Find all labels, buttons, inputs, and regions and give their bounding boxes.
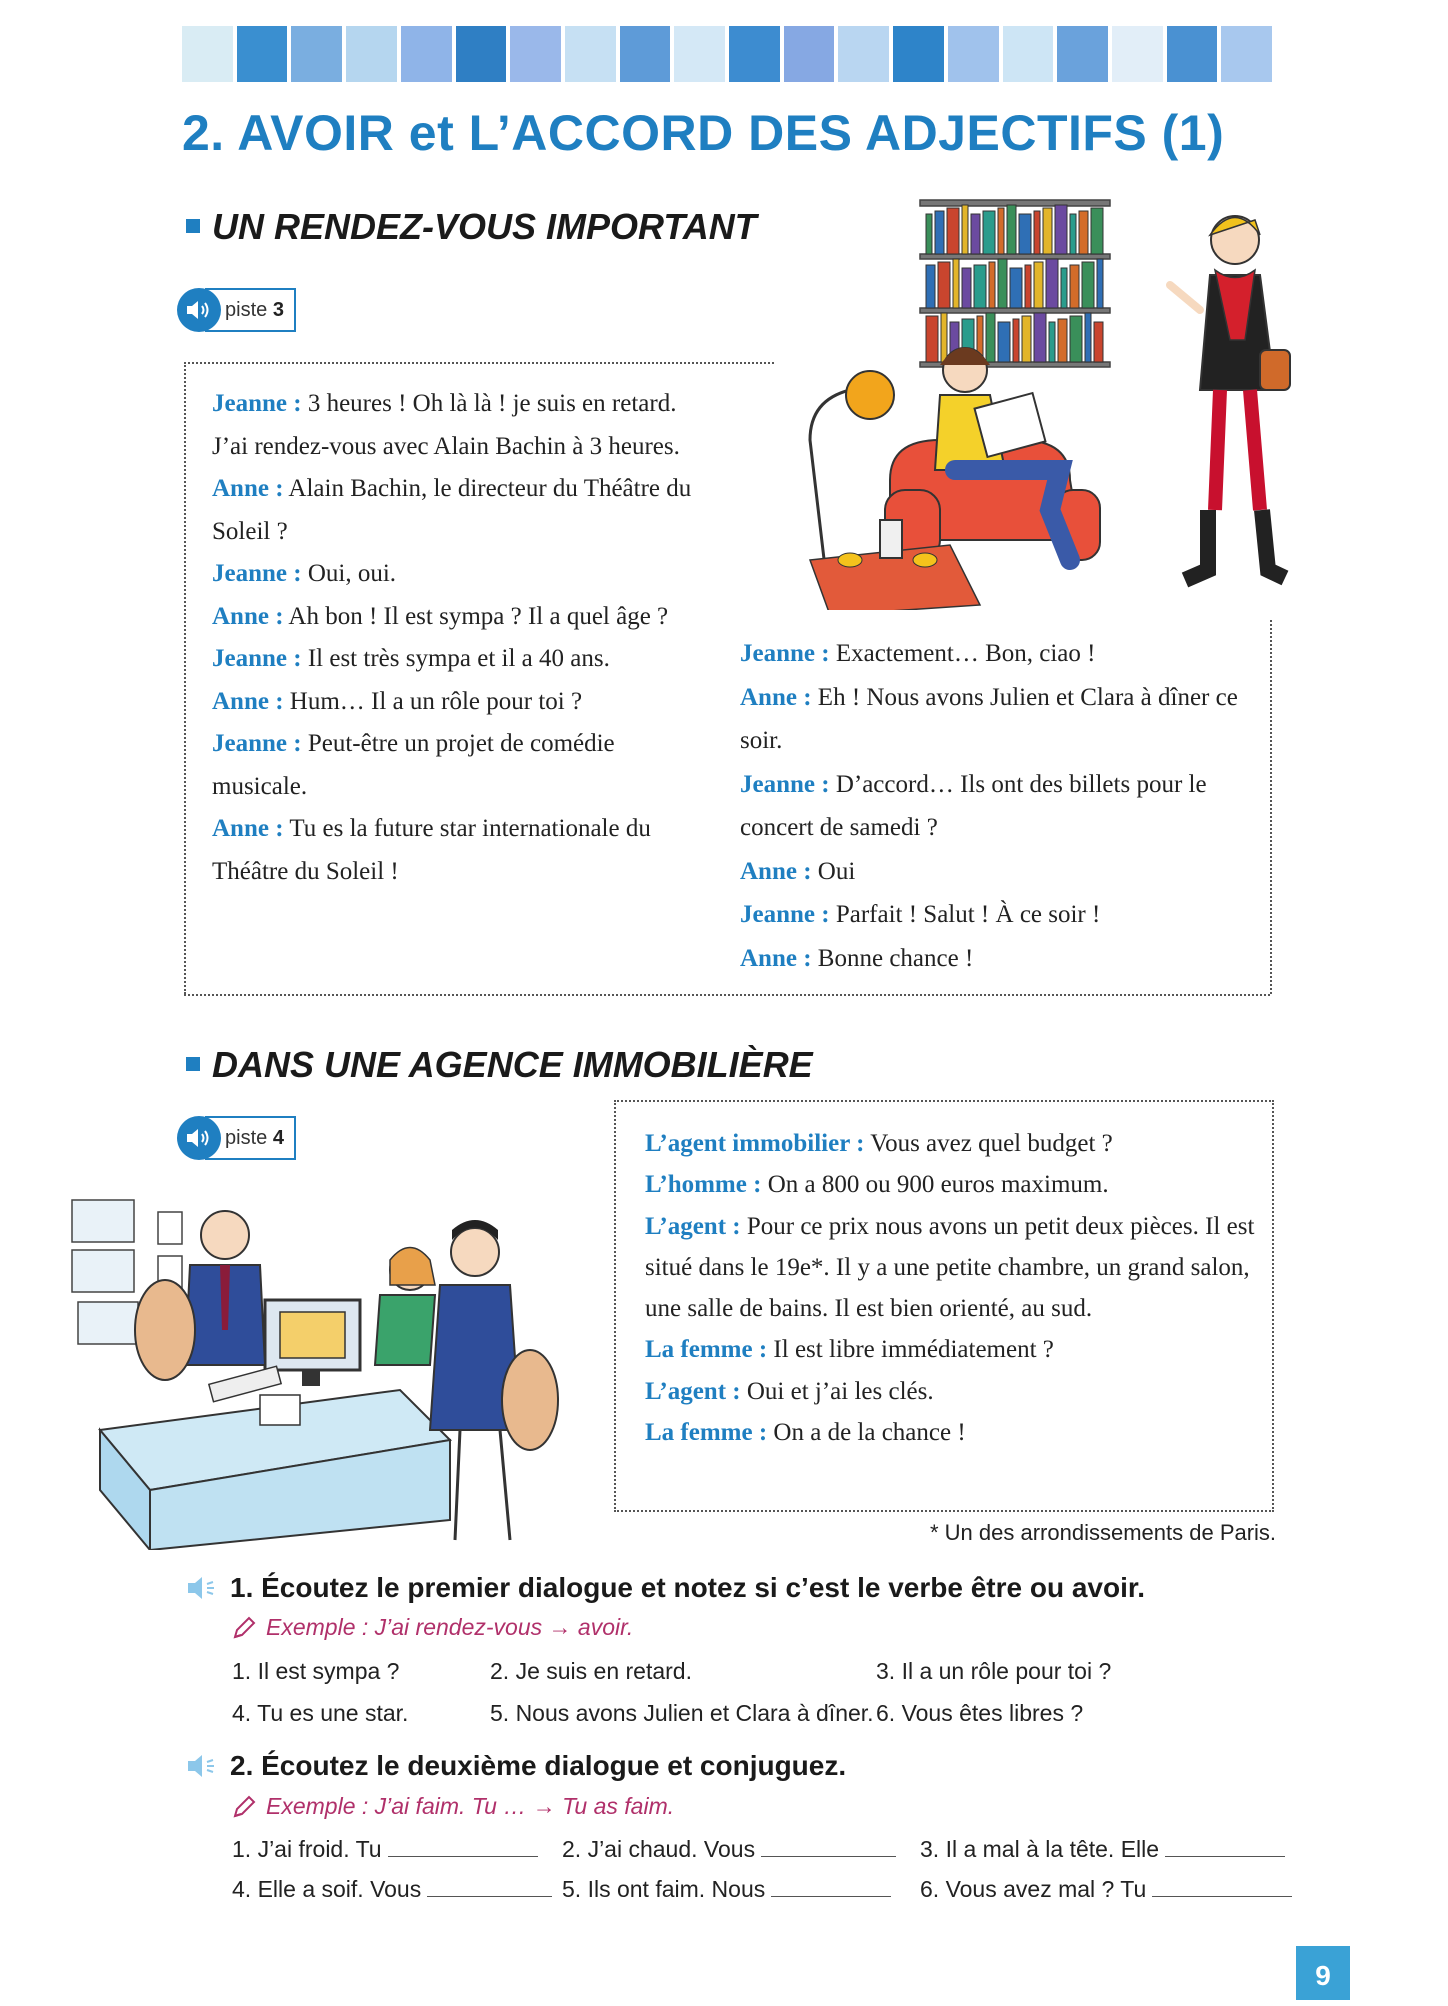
dialogue-line [740,850,1260,894]
exercise-2-item [232,1876,552,1903]
dialogue-text: Parfait ! Salut ! À ce soir ! [829,901,1101,928]
dialogue-text: Eh ! Nous avons Julien et Clara à dîner ce soir. [740,683,1238,754]
dialogue-line [645,1412,1255,1453]
book-spine [1049,322,1055,362]
color-square [1003,26,1054,82]
book-spine [926,265,935,308]
color-square [401,26,452,82]
exercise-2-item [562,1876,891,1903]
book-spine [1019,214,1031,254]
book-spine [926,214,932,254]
exercise-2-item-text: 2. J’ai chaud. Vous [562,1836,756,1862]
dialogue-text: On a 800 ou 900 euros maximum. [761,1171,1109,1199]
book-spine [1007,205,1016,254]
pencil-icon [232,1795,256,1819]
dialogue-text: Il est libre immédiatement ? [767,1336,1054,1364]
book-spine [1070,316,1082,362]
exercise-1-heading [186,1572,1145,1604]
exercise-2-item [562,1836,896,1863]
book-spine [971,214,980,254]
dialogue-line [740,632,1260,676]
dialogue-text: D’accord… Ils ont des billets pour le concert de samedi ? [740,770,1207,841]
audio-track-4[interactable] [177,1116,296,1160]
exercise-2-item-text: 6. Vous avez mal ? Tu [920,1876,1147,1902]
speaker-name: Anne : [212,602,284,630]
book-spine [974,265,986,308]
book-spine [998,259,1007,308]
answer-blank[interactable] [427,1878,552,1897]
dialogue-text: Oui, oui. [301,560,397,587]
color-square [1057,26,1108,82]
dialogue-line [740,763,1260,850]
dialogue-text: Tu es la future star internationale du Théâtre du Soleil ! [212,815,651,885]
speaker-name: Jeanne : [212,390,302,417]
color-square [565,26,616,82]
color-square [456,26,507,82]
speaker-name: La femme : [645,1336,768,1364]
dialogue-text: Oui [811,857,856,885]
book-spine [998,208,1004,254]
track-label-text: piste [225,1127,268,1149]
book-spine [1070,214,1076,254]
dialogue-text: Bonne chance ! [811,944,974,972]
color-square [948,26,999,82]
exercise-2-item-text: 4. Elle a soif. Vous [232,1876,422,1902]
dialogue-line [740,893,1260,937]
speaker-icon [186,1753,222,1779]
dialogue-text: 3 heures ! Oh là là ! je suis en retard. J’ai rendez-vous avec Alain Bachin à 3 heures. [212,390,680,460]
dialogue-text: Exactement… Bon, ciao ! [829,640,1096,667]
color-square [291,26,342,82]
dialogue-line [645,1329,1255,1370]
book-spine [962,268,971,308]
exercise-1-item: 3. Il a un rôle pour toi ? [876,1658,1112,1684]
illustration-real-estate-agency [70,1190,590,1550]
dialogue-line [645,1206,1255,1330]
exercise-2-heading [186,1750,846,1782]
color-square [1167,26,1218,82]
book-spine [983,211,995,254]
dialogue-text: On a de la chance ! [767,1419,966,1447]
book-spine [1097,259,1103,308]
answer-blank[interactable] [761,1838,896,1857]
dialogue-text: Vous avez quel budget ? [864,1130,1113,1157]
dialogue-text: Pour ce prix nous avons un petit deux pièces. Il est situé dans le 19e*. Il y a une petite chambre, un grand salon, une salle de bains. Il est bien orienté, au sud. [645,1212,1255,1323]
book-spine [1070,265,1079,308]
color-square [674,26,725,82]
speaker-name: Anne : [740,857,812,885]
color-square [729,26,780,82]
dialogue-text: Ah bon ! Il est sympa ? Il a quel âge ? [283,602,669,630]
top-color-bar [182,26,1272,82]
speaker-name: L’agent immobilier : [645,1130,865,1157]
book-spine [926,316,938,362]
speaker-name: L’homme : [645,1171,762,1199]
exercise-1-item: 1. Il est sympa ? [232,1658,400,1684]
dialogue-text: Oui et j’ai les clés. [740,1377,934,1405]
speaker-icon [177,288,221,332]
speaker-name: Jeanne : [740,640,830,667]
dialogue-1-column-2 [740,632,1260,980]
color-square [237,26,288,82]
exercise-1-item: 4. Tu es une star. [232,1700,409,1726]
dialogue-line [212,638,712,681]
speaker-name: Jeanne : [740,770,830,798]
book-spine [1079,211,1088,254]
dialogue-line [212,681,712,724]
speaker-name: Anne : [740,944,812,972]
track-number: 3 [272,299,284,321]
book-spine [989,262,995,308]
exercise-2-example-text: Exemple : J’ai faim. Tu … → Tu as faim. [266,1793,675,1819]
speaker-name: Anne : [740,683,812,711]
exercise-2-example [232,1793,674,1820]
speaker-name: L’agent : [645,1377,741,1405]
book-spine [1025,265,1031,308]
track-number: 4 [272,1127,284,1149]
speaker-icon [177,1116,221,1160]
book-spine [1046,259,1058,308]
section-heading-agence [186,1044,813,1086]
heading-bullet [186,1057,200,1071]
speaker-name: Jeanne : [740,901,830,928]
exercise-2-item [920,1876,1292,1903]
dialogue-line [645,1164,1255,1205]
dialogue-line [212,596,712,639]
track-label-text: piste [225,299,268,321]
speaker-name: L’agent : [645,1212,741,1240]
book-spine [998,322,1010,362]
section-heading-text: UN RENDEZ-VOUS IMPORTANT [212,206,757,247]
book-spine [1085,313,1091,362]
book-spine [1010,268,1022,308]
section-heading-text: DANS UNE AGENCE IMMOBILIÈRE [212,1044,813,1085]
dialogue-text: Hum… Il a un rôle pour toi ? [283,687,583,715]
dialogue-1-right-border [1270,620,1272,994]
book-spine [1091,208,1103,254]
exercise-2-item [920,1836,1285,1863]
exercise-1-heading-text: 1. Écoutez le premier dialogue et notez si c’est le verbe être ou avoir. [230,1572,1145,1603]
color-square [784,26,835,82]
dialogue-line [212,468,712,553]
exercise-1-example-text: Exemple : J’ai rendez-vous → avoir. [266,1614,634,1640]
book-spine [953,259,959,308]
dialogue-text: Il est très sympa et il a 40 ans. [301,645,610,672]
book-spine [947,208,959,254]
speaker-name: Jeanne : [212,560,302,587]
exercise-1-item: 2. Je suis en retard. [490,1658,692,1684]
exercise-2-item-text: 3. Il a mal à la tête. Elle [920,1836,1160,1862]
book-spine [1034,262,1043,308]
answer-blank[interactable] [1165,1838,1285,1857]
heading-bullet [186,219,200,233]
book-spine [1082,262,1094,308]
book-spine [1061,268,1067,308]
color-square [182,26,233,82]
exercise-1-item: 6. Vous êtes libres ? [876,1700,1084,1726]
speaker-name: Anne : [212,815,284,842]
answer-blank[interactable] [1152,1878,1292,1897]
dialogue-line [212,553,712,596]
dialogue-line [645,1123,1255,1164]
book-spine [1055,205,1067,254]
book-spine [1043,208,1052,254]
dialogue-1-top-border [184,362,774,364]
color-square [1221,26,1272,82]
dialogue-2 [645,1123,1255,1453]
speaker-name: La femme : [645,1419,768,1447]
section-heading-rendez-vous [186,206,757,248]
footnote: * Un des arrondissements de Paris. [930,1520,1277,1545]
book-spine [986,313,995,362]
exercise-2-heading-text: 2. Écoutez le deuxième dialogue et conjuguez. [230,1750,847,1781]
color-square [620,26,671,82]
dialogue-1-left-border [184,362,186,994]
color-square [346,26,397,82]
page-title: 2. AVOIR et L’ACCORD DES ADJECTIFS (1) [182,105,1225,161]
audio-track-3[interactable] [177,288,296,332]
exercise-1-example [232,1614,633,1641]
book-spine [938,262,950,308]
book-spine [1058,319,1067,362]
speaker-name: Jeanne : [212,645,302,672]
book-spine [1094,322,1103,362]
dialogue-1-column-1 [212,383,712,893]
book-spine [962,205,968,254]
color-square [893,26,944,82]
exercise-2-item [232,1836,538,1863]
pencil-icon [232,1616,256,1640]
dialogue-text: Alain Bachin, le directeur du Théâtre du Soleil ? [212,475,692,545]
dialogue-line [740,676,1260,763]
dialogue-line [212,383,712,468]
answer-blank[interactable] [388,1838,538,1857]
exercise-1-item: 5. Nous avons Julien et Clara à dîner. [490,1700,874,1726]
book-spine [1022,316,1031,362]
speaker-name: Jeanne : [212,730,302,757]
book-spine [1034,211,1040,254]
book-spine [935,211,944,254]
color-square [510,26,561,82]
dialogue-line [212,808,712,893]
book-spine [1034,313,1046,362]
dialogue-line [645,1371,1255,1412]
book-spine [1013,319,1019,362]
dialogue-line [212,723,712,808]
color-square [1112,26,1163,82]
answer-blank[interactable] [771,1878,891,1897]
speaker-icon [186,1575,222,1601]
dialogue-text: Peut-être un projet de comédie musicale. [212,730,615,800]
speaker-name: Anne : [212,687,284,715]
color-square [838,26,889,82]
exercise-2-item-text: 1. J’ai froid. Tu [232,1836,382,1862]
speaker-name: Anne : [212,475,284,502]
book-spine [941,313,947,362]
page-number: 9 [1296,1946,1350,2000]
dialogue-line [740,937,1260,981]
exercise-2-item-text: 5. Ils ont faim. Nous [562,1876,766,1902]
